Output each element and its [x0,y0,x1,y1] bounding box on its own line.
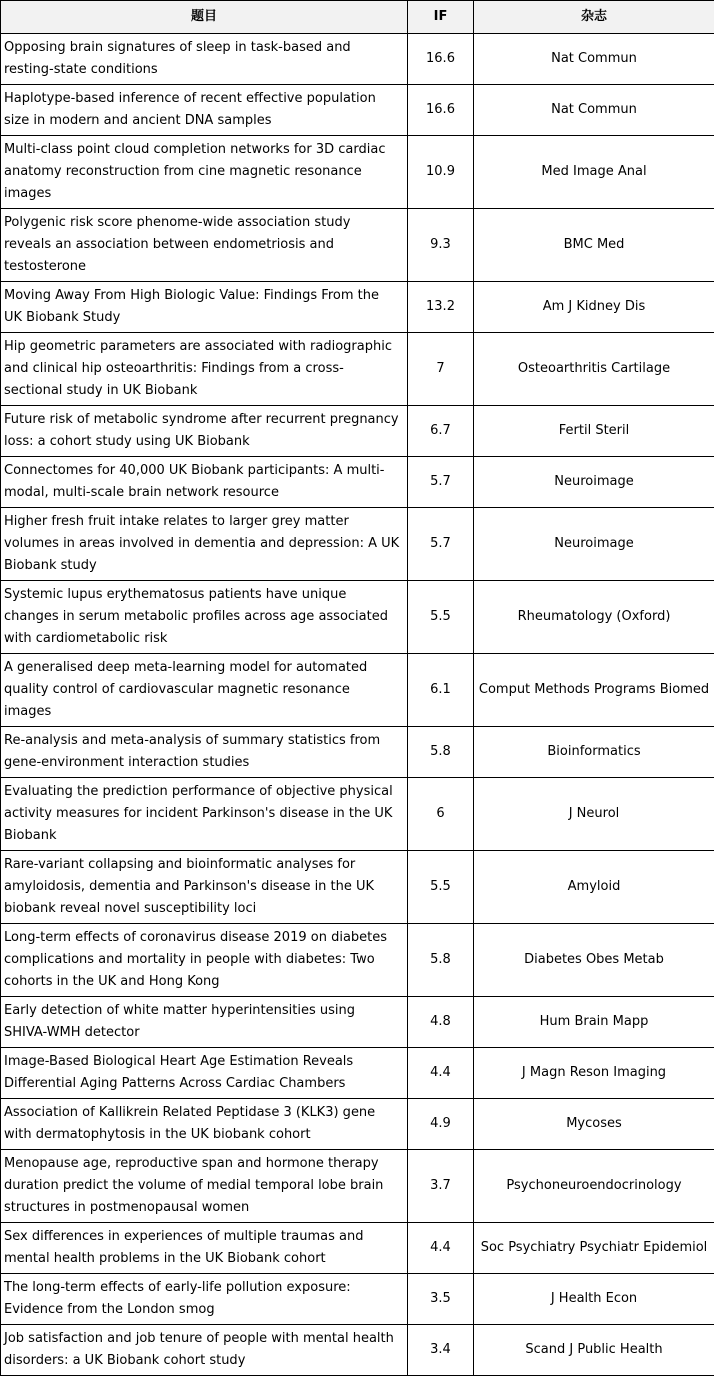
journal-name: Am J Kidney Dis [474,282,714,333]
journal-name: Osteoarthritis Cartilage [474,333,714,406]
table-row [1,1099,714,1150]
impact-factor: 16.6 [408,85,474,136]
journal-name: Bioinformatics [474,727,714,778]
journal-name: Soc Psychiatry Psychiatr Epidemiol [474,1223,714,1274]
table-row [1,654,714,727]
impact-factor: 5.5 [408,581,474,654]
journal-name: Amyloid [474,851,714,924]
table-row [1,85,714,136]
table-row [1,508,714,581]
impact-factor: 4.9 [408,1099,474,1150]
paper-title: Menopause age, reproductive span and hormone therapy duration predict the volume of medial temporal lobe brain structures in postmenopausal women [1,1150,408,1223]
table-row [1,727,714,778]
impact-factor: 6.1 [408,654,474,727]
journal-name: Hum Brain Mapp [474,997,714,1048]
table-row [1,1048,714,1099]
table-row [1,209,714,282]
impact-factor: 10.9 [408,136,474,209]
table-row [1,924,714,997]
header-journal: 杂志 [474,1,714,34]
impact-factor: 7 [408,333,474,406]
impact-factor: 3.7 [408,1150,474,1223]
paper-title: Rare-variant collapsing and bioinformatic analyses for amyloidosis, dementia and Parkinson's disease in the UK biobank reveal novel susceptibility loci [1,851,408,924]
journal-name: Scand J Public Health [474,1325,714,1376]
table-row [1,1325,714,1376]
paper-title: Association of Kallikrein Related Peptidase 3 (KLK3) gene with dermatophytosis in the UK biobank cohort [1,1099,408,1150]
header-title: 题目 [1,1,408,34]
paper-title: Future risk of metabolic syndrome after recurrent pregnancy loss: a cohort study using UK Biobank [1,406,408,457]
impact-factor: 4.4 [408,1223,474,1274]
header-row [1,1,714,34]
paper-title: Connectomes for 40,000 UK Biobank participants: A multi-modal, multi-scale brain network resource [1,457,408,508]
impact-factor: 5.7 [408,457,474,508]
impact-factor: 4.8 [408,997,474,1048]
paper-title: The long-term effects of early-life pollution exposure: Evidence from the London smog [1,1274,408,1325]
paper-title: Image-Based Biological Heart Age Estimation Reveals Differential Aging Patterns Across Cardiac Chambers [1,1048,408,1099]
journal-name: Neuroimage [474,457,714,508]
impact-factor: 5.8 [408,727,474,778]
impact-factor: 9.3 [408,209,474,282]
table-row [1,997,714,1048]
paper-title: Hip geometric parameters are associated with radiographic and clinical hip osteoarthritis: Findings from a cross-sectional study in UK Biobank [1,333,408,406]
table-row [1,457,714,508]
paper-title: Sex differences in experiences of multiple traumas and mental health problems in the UK Biobank cohort [1,1223,408,1274]
paper-title: Early detection of white matter hyperintensities using SHIVA-WMH detector [1,997,408,1048]
journal-name: Rheumatology (Oxford) [474,581,714,654]
paper-title: Moving Away From High Biologic Value: Findings From the UK Biobank Study [1,282,408,333]
journal-name: Med Image Anal [474,136,714,209]
paper-title: Multi-class point cloud completion networks for 3D cardiac anatomy reconstruction from cine magnetic resonance images [1,136,408,209]
paper-title: Higher fresh fruit intake relates to larger grey matter volumes in areas involved in dementia and depression: A UK Biobank study [1,508,408,581]
table-row [1,851,714,924]
paper-title: Evaluating the prediction performance of objective physical activity measures for incident Parkinson's disease in the UK Biobank [1,778,408,851]
journal-name: Diabetes Obes Metab [474,924,714,997]
table-row [1,581,714,654]
journal-name: Fertil Steril [474,406,714,457]
table-row [1,1274,714,1325]
table-row [1,34,714,85]
table-row [1,333,714,406]
impact-factor: 6.7 [408,406,474,457]
journal-name: J Health Econ [474,1274,714,1325]
paper-title: Opposing brain signatures of sleep in task-based and resting-state conditions [1,34,408,85]
journal-name: Nat Commun [474,85,714,136]
paper-title: Long-term effects of coronavirus disease 2019 on diabetes complications and mortality in people with diabetes: Two cohorts in the UK and Hong Kong [1,924,408,997]
impact-factor: 5.7 [408,508,474,581]
paper-title: Systemic lupus erythematosus patients have unique changes in serum metabolic profiles across age associated with cardiometabolic risk [1,581,408,654]
paper-title: A generalised deep meta-learning model for automated quality control of cardiovascular magnetic resonance images [1,654,408,727]
journal-name: Comput Methods Programs Biomed [474,654,714,727]
journal-name: BMC Med [474,209,714,282]
impact-factor: 16.6 [408,34,474,85]
table-row [1,1150,714,1223]
table-row [1,406,714,457]
journal-name: Psychoneuroendocrinology [474,1150,714,1223]
journal-name: Nat Commun [474,34,714,85]
impact-factor: 6 [408,778,474,851]
table-row [1,282,714,333]
paper-title: Re-analysis and meta-analysis of summary statistics from gene-environment interaction studies [1,727,408,778]
journal-name: J Magn Reson Imaging [474,1048,714,1099]
paper-title: Job satisfaction and job tenure of people with mental health disorders: a UK Biobank cohort study [1,1325,408,1376]
table-row [1,778,714,851]
journal-name: J Neurol [474,778,714,851]
table-row [1,136,714,209]
impact-factor: 5.8 [408,924,474,997]
journal-name: Neuroimage [474,508,714,581]
journal-name: Mycoses [474,1099,714,1150]
impact-factor: 5.5 [408,851,474,924]
impact-factor: 13.2 [408,282,474,333]
impact-factor: 3.5 [408,1274,474,1325]
table-row [1,1223,714,1274]
impact-factor: 3.4 [408,1325,474,1376]
paper-title: Haplotype-based inference of recent effective population size in modern and ancient DNA samples [1,85,408,136]
header-if: IF [408,1,474,34]
paper-title: Polygenic risk score phenome-wide association study reveals an association between endometriosis and testosterone [1,209,408,282]
impact-factor: 4.4 [408,1048,474,1099]
